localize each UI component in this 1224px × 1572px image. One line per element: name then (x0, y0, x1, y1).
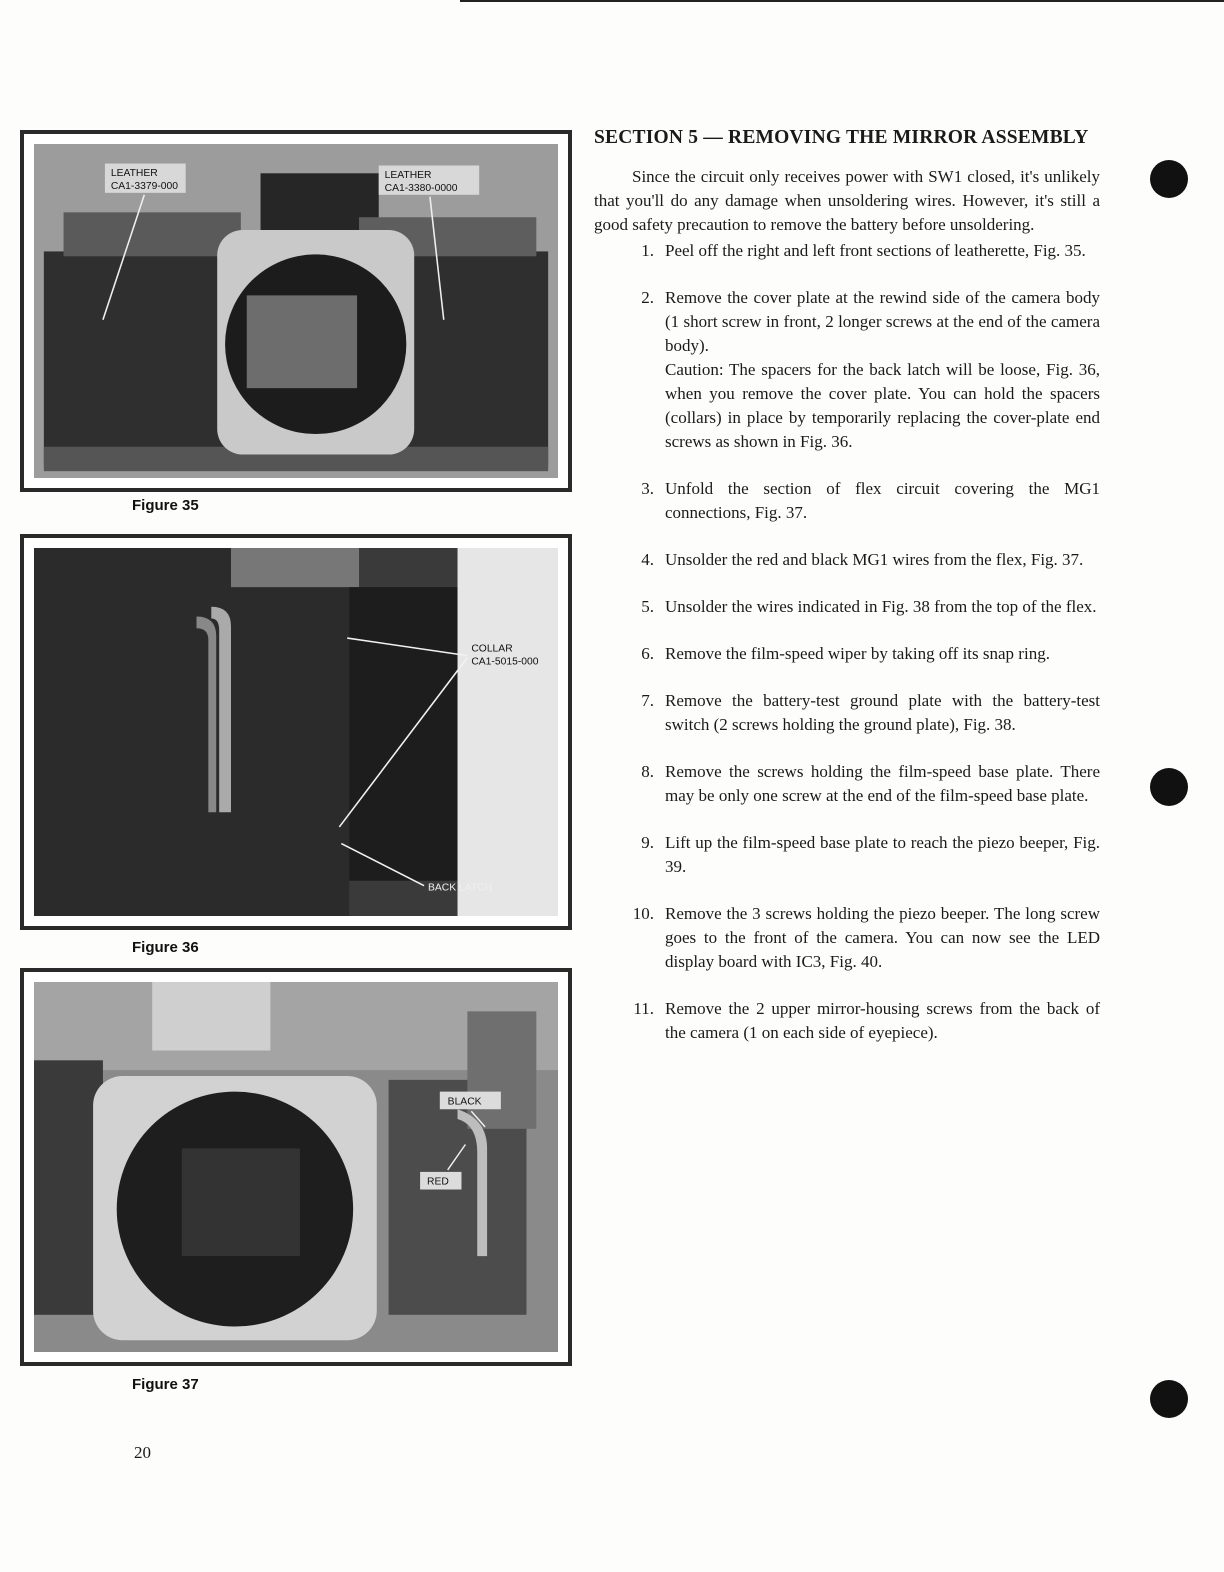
section-intro: Since the circuit only receives power with SW1 closed, it's unlikely that you'll do any damage when unsoldering wires. However, it's still a good safety precaution to remove the battery before unsoldering. (594, 167, 1100, 234)
step-2-caution: Caution: The spacers for the back latch will be loose, Fig. 36, when you remove the cover plate. You can hold the spacers (collars) in place by temporarily replacing the cover-plate end screws as shown in Fig. 36. (665, 360, 1100, 451)
binder-hole-bottom (1150, 1380, 1188, 1418)
step-6: 6. Remove the film-speed wiper by taking off its snap ring. (641, 644, 1050, 663)
step-3: 3. Unfold the section of flex circuit covering the MG1 connections, Fig. 37. (641, 479, 1100, 522)
figure-35 (20, 130, 572, 492)
step-4: 4. Unsolder the red and black MG1 wires from the flex, Fig. 37. (641, 550, 1084, 569)
figure-36 (20, 534, 572, 930)
step-10: 10. Remove the 3 screws holding the piezo beeper. The long screw goes to the front of the camera. You can now see the LED display board with IC3, Fig. 40. (632, 904, 1100, 971)
section-heading: SECTION 5 — REMOVING THE MIRROR ASSEMBLY (594, 127, 1089, 148)
svg-text:RED: RED (427, 1176, 449, 1188)
step-5: 5. Unsolder the wires indicated in Fig. 38 from the top of the flex. (641, 597, 1097, 616)
fig35-label-left-name: LEATHER (110, 168, 158, 180)
instruction-column (594, 126, 1100, 1068)
step-9: 9. Lift up the film-speed base plate to reach the piezo beeper, Fig. 39. (641, 833, 1100, 876)
fig35-label-left-part: CA1-3379-000 (110, 180, 178, 192)
binder-hole-top (1150, 160, 1188, 198)
fig37-label-red (420, 1172, 461, 1190)
fig35-label-left (105, 164, 186, 193)
fig37-label-black (440, 1092, 501, 1110)
svg-text:BLACK: BLACK (447, 1096, 482, 1108)
steps-list (594, 239, 1100, 1045)
step-2: 2. Remove the cover plate at the rewind side of the camera body (1 short screw in front, 2 longer screws at the end of the camera body). Caution: The spacers for the back latch will be loose, Fig. 36, when you remove the cover plate. You can hold the spacers (collars) in place by temporarily replacing the cover-plate end screws as shown in Fig. 36. (594, 286, 1100, 454)
figure-36-caption: Figure 36 (132, 939, 199, 956)
fig35-label-right-name: LEATHER (384, 170, 432, 182)
fig36-label-back-latch: BACK LATCH (427, 882, 493, 894)
fig35-label-right-part: CA1-3380-0000 (384, 182, 458, 194)
figure-36-photo (34, 548, 558, 916)
figure-35-photo (34, 144, 558, 478)
fig36-label-collar-name: COLLAR (471, 643, 513, 655)
step-1: 1. Peel off the right and left front sections of leatherette, Fig. 35. (641, 241, 1086, 260)
figure-35-caption: Figure 35 (132, 497, 199, 514)
step-7: 7. Remove the battery-test ground plate with the battery-test switch (2 screws holding the ground plate), Fig. 38. (641, 691, 1100, 734)
step-8: 8. Remove the screws holding the film-speed base plate. There may be only one screw at the end of the film-speed base plate. (641, 762, 1100, 805)
figure-37-photo (34, 982, 558, 1352)
step-11: 11. Remove the 2 upper mirror-housing screws from the back of the camera (1 on each side of eyepiece). (633, 999, 1100, 1042)
fig35-label-right (379, 165, 479, 194)
binder-hole-middle (1150, 768, 1188, 806)
top-rule (460, 0, 1224, 2)
figure-37-caption: Figure 37 (132, 1376, 199, 1393)
page-number: 20 (134, 1443, 151, 1462)
figure-37 (20, 968, 572, 1366)
fig36-label-collar-part: CA1-5015-000 (471, 656, 539, 668)
